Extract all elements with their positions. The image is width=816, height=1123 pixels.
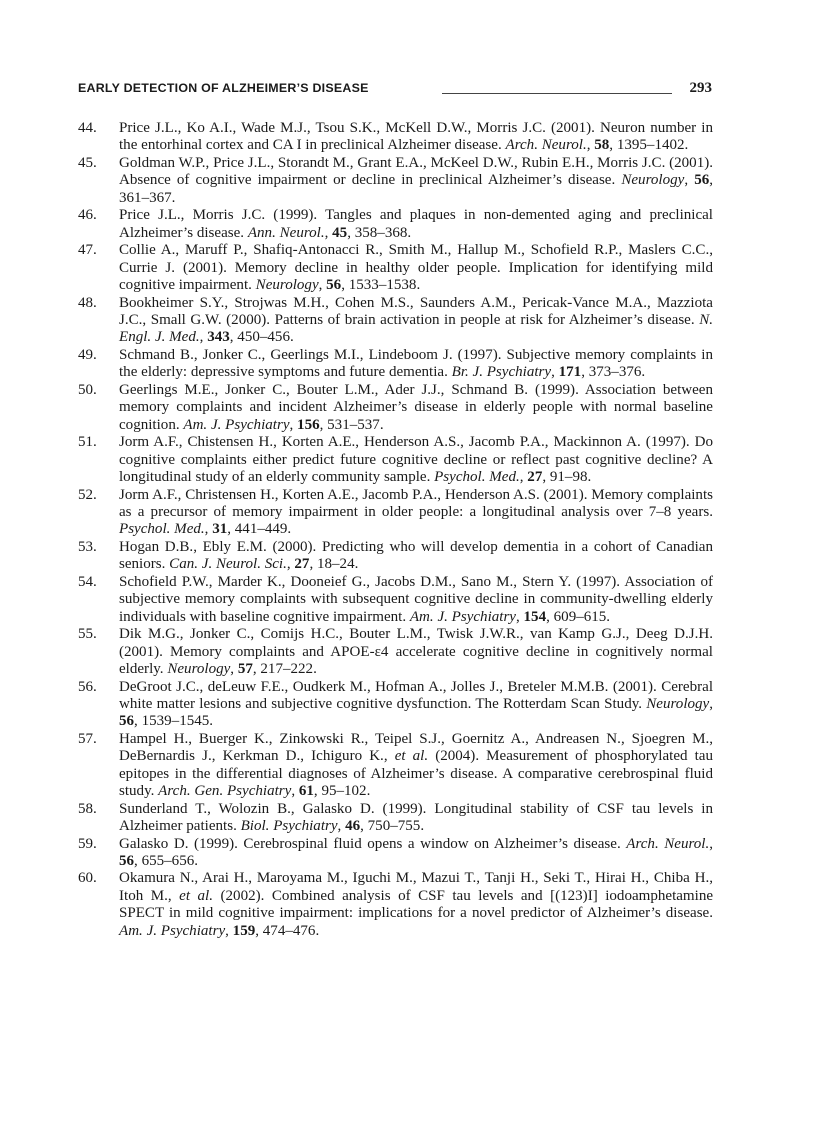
reference-number: 48.	[78, 294, 97, 311]
reference-journal: Neurology	[255, 277, 319, 294]
reference-journal: Am. J. Psychiatry	[183, 416, 290, 433]
reference-pages: 750–755.	[367, 818, 425, 835]
reference-text: Bookheimer S.Y., Strojwas M.H., Cohen M.S., Saunders A.M., Pericak-Vance M.A., Mazziota J.C., Small G.W. (2000). Patterns of brain activation in people at risk for Alzheimer’s disease.	[119, 294, 713, 328]
reference-number: 58.	[78, 800, 97, 817]
reference-pages: 1539–1545.	[141, 713, 214, 730]
reference-item: 44. Price J.L., Ko A.I., Wade M.J., Tsou S.K., McKell D.W., Morris J.C. (2001). Neuron number in the entorhinal cortex and CA I in preclinical Alzheimer disease. Arch. Neurol., 58, 1395–1402.	[78, 120, 713, 154]
reference-journal: Br. J. Psychiatry	[451, 364, 552, 381]
reference-text-continued: (2002). Combined analysis of CSF tau levels and [(123)I] iodoamphetamine SPECT in mild cognitive impairment: implications for a novel predictor of Alzheimer’s disease.	[119, 887, 714, 922]
reference-item: 53. Hogan D.B., Ebly E.M. (2000). Predicting who will develop dementia in a cohort of Canadian seniors. Can. J. Neurol. Sci., 27, 18–24.	[78, 538, 713, 573]
reference-list	[78, 120, 713, 940]
reference-journal: Psychol. Med.	[434, 469, 520, 486]
reference-item: 57. Hampel H., Buerger K., Zinkowski R., Teipel S.J., Goernitz A., Andreasen N., Sjoegren M., DeBernardis J., Kerkman D., Ichiguro K., et al. (2004). Measurement of phosphorylated tau epitopes in the differential diagnoses of Alzheimer’s disease. A comparative cerebrospinal fluid study. Arch. Gen. Psychiatry, 61, 95–102.	[78, 730, 713, 800]
reference-item: 49. Schmand B., Jonker C., Geerlings M.I., Lindeboom J. (1997). Subjective memory complaints in the elderly: depressive symptoms and future dementia. Br. J. Psychiatry, 171, 373–376.	[78, 346, 713, 381]
reference-text: Hampel H., Buerger K., Zinkowski R., Teipel S.J., Goernitz A., Andreasen N., Sjoegren M., DeBernardis J., Kerkman D., Ichiguro K.,	[119, 730, 713, 765]
reference-volume: 56	[119, 853, 135, 870]
reference-et-al: et al.	[394, 748, 429, 765]
reference-volume: 56	[694, 172, 710, 189]
reference-volume: 27	[294, 556, 310, 573]
reference-text: Goldman W.P., Price J.L., Storandt M., Grant E.A., McKeel D.W., Rubin E.H., Morris J.C. (2001). Absence of cognitive impairment or decline in preclinical Alzheimer’s disease.	[119, 154, 713, 189]
reference-number: 53.	[78, 538, 97, 555]
reference-pages: 609–615.	[553, 608, 611, 625]
reference-volume: 56	[119, 713, 135, 730]
reference-journal: Can. J. Neurol. Sci.	[169, 556, 287, 573]
reference-pages: 531–537.	[327, 416, 384, 433]
reference-number: 56.	[78, 678, 97, 695]
header-rule	[442, 93, 672, 94]
reference-number: 52.	[78, 486, 97, 503]
reference-pages: 217–222.	[260, 661, 317, 678]
reference-number: 60.	[78, 870, 97, 887]
reference-text: Collie A., Maruff P., Shafiq-Antonacci R., Smith M., Hallup M., Schofield R.P., Maslers C.C., Currie J. (2001). Memory decline in healthy older people. Implication for identifying mild cognitive impairment.	[119, 242, 713, 294]
reference-pages: 1395–1402.	[616, 137, 689, 154]
reference-journal: Neurology	[167, 661, 231, 678]
reference-number: 54.	[78, 573, 97, 590]
reference-number: 59.	[78, 835, 97, 852]
reference-pages: 361–367.	[119, 189, 176, 206]
reference-journal: Neurology	[646, 695, 710, 712]
reference-volume: 156	[297, 416, 320, 433]
reference-volume: 57	[237, 661, 253, 678]
reference-text: Jorm A.F., Chistensen H., Korten A.E., Henderson A.S., Jacomb P.A., Mackinnon A. (1997). Do cognitive complaints either predict future cognitive decline or reflect past cognitive decline? A longitudinal study of an elderly community sample.	[119, 434, 713, 486]
reference-item: 56. DeGroot J.C., deLeuw F.E., Oudkerk M., Hofman A., Jolles J., Breteler M.M.B. (2001). Cerebral white matter lesions and subjective cognitive dysfunction. The Rotterdam Scan Study. Neurology, 56, 1539–1545.	[78, 678, 713, 730]
reference-item: 50. Geerlings M.E., Jonker C., Bouter L.M., Ader J.J., Schmand B. (1999). Association between memory complaints and incident Alzheimer’s disease in elderly people with normal baseline cognition. Am. J. Psychiatry, 156, 531–537.	[78, 381, 713, 433]
reference-journal: Biol. Psychiatry	[240, 818, 338, 835]
reference-volume: 171	[558, 364, 582, 381]
reference-pages: 18–24.	[316, 556, 359, 573]
reference-item: 45. Goldman W.P., Price J.L., Storandt M., Grant E.A., McKeel D.W., Rubin E.H., Morris J.C. (2001). Absence of cognitive impairment or decline in preclinical Alzheimer’s disease. Neurology, 56, 361–367.	[78, 154, 713, 206]
reference-volume: 154	[523, 608, 547, 625]
reference-pages: 441–449.	[234, 521, 292, 538]
reference-et-al: et al.	[179, 887, 213, 904]
reference-number: 55.	[78, 626, 97, 643]
reference-volume: 27	[527, 469, 543, 486]
reference-journal: Arch. Neurol.	[626, 835, 710, 852]
reference-text: Sunderland T., Wolozin B., Galasko D. (1999). Longitudinal stability of CSF tau levels in Alzheimer patients.	[119, 800, 713, 835]
reference-number: 46.	[78, 207, 97, 224]
reference-number: 44.	[78, 120, 97, 136]
reference-volume: 61	[298, 783, 314, 800]
reference-volume: 46	[345, 818, 361, 835]
reference-journal: Psychol. Med.	[119, 521, 205, 538]
reference-volume: 159	[232, 922, 256, 939]
reference-volume: 56	[326, 277, 342, 294]
reference-volume: 343	[207, 329, 230, 346]
reference-number: 57.	[78, 730, 97, 747]
reference-volume: 45	[332, 224, 348, 241]
reference-text: Jorm A.F., Christensen H., Korten A.E., Jacomb P.A., Henderson A.S. (2001). Memory complaints as a precursor of memory impairment in older people: a longitudinal analysis over 7–8 years.	[119, 486, 713, 520]
reference-number: 47.	[78, 242, 97, 259]
reference-number: 45.	[78, 154, 97, 171]
reference-text: DeGroot J.C., deLeuw F.E., Oudkerk M., Hofman A., Jolles J., Breteler M.M.B. (2001). Cerebral white matter lesions and subjective cognitive dysfunction. The Rotterdam Scan Study.	[119, 678, 713, 712]
reference-item: 58. Sunderland T., Wolozin B., Galasko D. (1999). Longitudinal stability of CSF tau levels in Alzheimer patients. Biol. Psychiatry, 46, 750–755.	[78, 800, 713, 835]
page-number: 293	[689, 80, 712, 96]
reference-journal: Arch. Neurol.	[505, 137, 587, 154]
reference-pages: 1533–1538.	[348, 277, 421, 294]
reference-journal: Am. J. Psychiatry	[119, 922, 226, 939]
running-title: EARLY DETECTION OF ALZHEIMER’S DISEASE	[78, 81, 369, 95]
reference-pages: 474–476.	[262, 922, 320, 939]
reference-text: Schofield P.W., Marder K., Dooneief G., Jacobs D.M., Sano M., Stern Y. (1997). Association of subjective memory complaints with subsequent cognitive decline in community-dwelling elderly individuals with baseline cognitive impairment.	[119, 573, 713, 625]
reference-pages: 373–376.	[588, 364, 646, 381]
reference-text: Price J.L., Ko A.I., Wade M.J., Tsou S.K., McKell D.W., Morris J.C. (2001). Neuron number in the entorhinal cortex and CA I in preclinical Alzheimer disease.	[119, 120, 713, 154]
reference-text: Geerlings M.E., Jonker C., Bouter L.M., Ader J.J., Schmand B. (1999). Association between memory complaints and incident Alzheimer’s disease in elderly people with normal baseline cognition.	[119, 381, 713, 433]
reference-pages: 450–456.	[237, 329, 294, 346]
reference-journal: Neurology	[621, 172, 685, 189]
reference-volume: 58	[594, 137, 610, 154]
reference-item: 48. Bookheimer S.Y., Strojwas M.H., Cohen M.S., Saunders A.M., Pericak-Vance M.A., Mazziota J.C., Small G.W. (2000). Patterns of brain activation in people at risk for Alzheimer’s disease. N. Engl. J. Med., 343, 450–456.	[78, 294, 714, 346]
reference-number: 51.	[78, 434, 97, 451]
reference-text: Dik M.G., Jonker C., Comijs H.C., Bouter L.M., Twisk J.W.R., van Kamp G.J., Deeg D.J.H. (2001). Memory complaints and APOE-ε4 accelerate cognitive decline in cognitively normal elderly.	[119, 626, 713, 678]
reference-pages: 655–656.	[141, 853, 199, 870]
reference-journal: N. Engl. J. Med.	[119, 311, 714, 346]
running-header	[78, 80, 712, 100]
reference-pages: 358–368.	[354, 224, 412, 241]
reference-item: 55. Dik M.G., Jonker C., Comijs H.C., Bouter L.M., Twisk J.W.R., van Kamp G.J., Deeg D.J.H. (2001). Memory complaints and APOE-ε4 accelerate cognitive decline in cognitively normal elderly. Neurology, 57, 217–222.	[78, 626, 713, 678]
reference-text: Galasko D. (1999). Cerebrospinal fluid opens a window on Alzheimer’s disease.	[119, 835, 621, 852]
reference-text: Okamura N., Arai H., Maroyama M., Iguchi M., Mazui T., Tanji H., Seki T., Hirai H., Chiba H., Itoh M.,	[119, 870, 713, 904]
reference-text: Schmand B., Jonker C., Geerlings M.I., Lindeboom J. (1997). Subjective memory complaints in the elderly: depressive symptoms and future dementia.	[119, 346, 713, 381]
reference-item: 54. Schofield P.W., Marder K., Dooneief G., Jacobs D.M., Sano M., Stern Y. (1997). Association of subjective memory complaints with subsequent cognitive decline in community-dwelling elderly individuals with baseline cognitive impairment. Am. J. Psychiatry, 154, 609–615.	[78, 573, 713, 625]
reference-item: 47. Collie A., Maruff P., Shafiq-Antonacci R., Smith M., Hallup M., Schofield R.P., Maslers C.C., Currie J. (2001). Memory decline in healthy older people. Implication for identifying mild cognitive impairment. Neurology, 56, 1533–1538.	[78, 242, 713, 294]
reference-item: 59. Galasko D. (1999). Cerebrospinal fluid opens a window on Alzheimer’s disease. Arch. Neurol., 56, 655–656.	[78, 835, 713, 870]
reference-journal: Ann. Neurol.	[247, 224, 325, 241]
reference-text: Hogan D.B., Ebly E.M. (2000). Predicting who will develop dementia in a cohort of Canadian seniors.	[119, 538, 713, 573]
reference-number: 49.	[78, 346, 97, 363]
reference-item: 52. Jorm A.F., Christensen H., Korten A.E., Jacomb P.A., Henderson A.S. (2001). Memory complaints as a precursor of memory impairment in older people: a longitudinal analysis over 7–8 years. Psychol. Med., 31, 441–449.	[78, 486, 713, 538]
reference-item: 46. Price J.L., Morris J.C. (1999). Tangles and plaques in non-demented aging and preclinical Alzheimer’s disease. Ann. Neurol., 45, 358–368.	[78, 207, 713, 241]
reference-item: 51. Jorm A.F., Chistensen H., Korten A.E., Henderson A.S., Jacomb P.A., Mackinnon A. (1997). Do cognitive complaints either predict future cognitive decline or reflect past cognitive decline? A longitudinal study of an elderly community sample. Psychol. Med., 27, 91–98.	[78, 434, 713, 486]
reference-item: 60. Okamura N., Arai H., Maroyama M., Iguchi M., Mazui T., Tanji H., Seki T., Hirai H., Chiba H., Itoh M., et al. (2002). Combined analysis of CSF tau levels and [(123)I] iodoamphetamine SPECT in mild cognitive impairment: implications for a novel predictor of Alzheimer’s disease. Am. J. Psychiatry, 159, 474–476.	[78, 870, 714, 939]
reference-text-continued: (2004). Measurement of phosphorylated tau epitopes in the differential diagnoses of Alzheimer’s disease. A comparative cerebrospinal fluid study.	[119, 748, 713, 800]
reference-pages: 91–98.	[549, 469, 592, 486]
reference-text: Price J.L., Morris J.C. (1999). Tangles and plaques in non-demented aging and preclinical Alzheimer’s disease.	[119, 207, 713, 241]
reference-journal: Arch. Gen. Psychiatry	[158, 783, 292, 800]
reference-journal: Am. J. Psychiatry	[409, 608, 516, 625]
reference-pages: 95–102.	[321, 783, 371, 800]
reference-number: 50.	[78, 381, 97, 398]
reference-volume: 31	[212, 521, 228, 538]
